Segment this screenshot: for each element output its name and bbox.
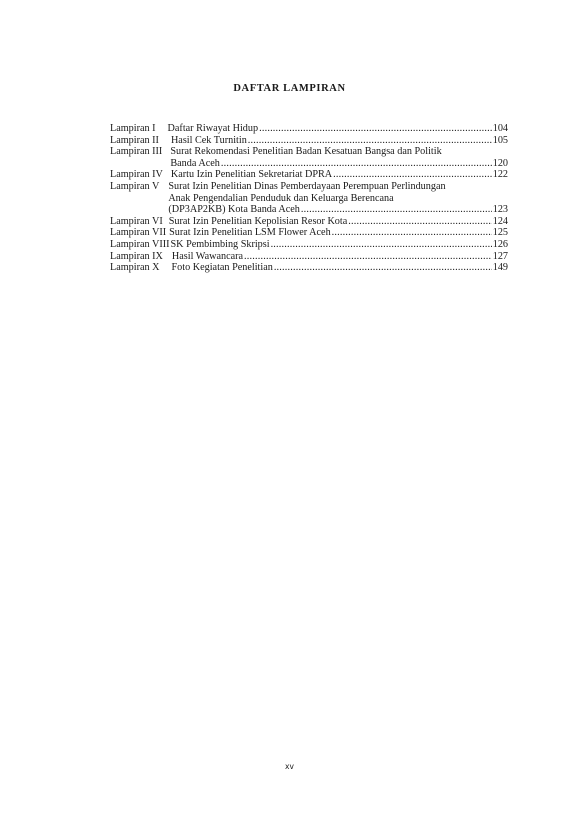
page-title: DAFTAR LAMPIRAN <box>233 83 346 94</box>
appendix-description <box>172 251 508 263</box>
dot-leader <box>301 204 492 216</box>
appendix-page-number: 127 <box>492 250 508 262</box>
appendix-label: Lampiran VII <box>110 227 167 239</box>
appendix-label: Lampiran X <box>110 262 160 274</box>
appendix-label: Lampiran III <box>110 146 163 158</box>
appendix-page-number: 126 <box>492 238 508 250</box>
appendix-label: Lampiran II <box>110 134 159 146</box>
appendix-label: Lampiran VI <box>110 215 163 227</box>
dot-leader <box>221 158 492 170</box>
appendix-page-number: 125 <box>492 227 508 239</box>
appendix-page-number: 124 <box>492 215 508 227</box>
appendix-entry <box>110 216 508 228</box>
appendix-label: Lampiran IV <box>110 169 163 181</box>
appendix-title-text: SK Pembimbing Skripsi <box>170 238 270 250</box>
appendix-title-line <box>169 216 508 228</box>
appendix-title-text: Banda Aceh <box>170 157 220 169</box>
appendix-title-line <box>171 239 509 251</box>
appendix-description <box>169 216 508 228</box>
appendix-title-text: Daftar Riwayat Hidup <box>167 123 259 134</box>
appendix-title-text: Foto Kegiatan Penelitian <box>171 262 273 274</box>
appendix-description <box>171 239 509 251</box>
appendix-title-line: Anak Pengendalian Penduduk dan Keluarga Berencana <box>168 192 394 204</box>
appendix-entry <box>110 135 508 147</box>
appendix-page-number: 105 <box>492 134 508 146</box>
appendix-title-line <box>169 227 508 239</box>
appendix-title-line <box>168 204 508 216</box>
dot-leader <box>333 169 492 181</box>
dot-leader <box>348 216 491 228</box>
appendix-page-number: 104 <box>492 123 508 134</box>
appendix-title-line: Surat Izin Penelitian Dinas Pemberdayaan Perempuan Perlindungan <box>168 180 446 192</box>
appendix-entry <box>110 123 508 135</box>
dot-leader <box>274 262 492 274</box>
appendix-list <box>110 123 508 274</box>
appendix-description <box>168 123 508 135</box>
appendix-entry <box>110 169 508 181</box>
appendix-title-line <box>168 123 508 135</box>
appendix-entry <box>110 181 508 216</box>
appendix-title-text: Hasil Cek Turnitin <box>170 134 247 146</box>
appendix-title-text: Kartu Izin Penelitian Sekretariat DPRA <box>170 169 333 181</box>
appendix-label: Lampiran V <box>110 180 160 192</box>
appendix-entry <box>110 262 508 274</box>
appendix-description <box>170 146 508 169</box>
appendix-label: Lampiran I <box>110 123 156 134</box>
dot-leader <box>259 123 492 135</box>
appendix-title-text: Hasil Wawancara <box>171 250 244 262</box>
appendix-page-number: 149 <box>492 262 508 274</box>
appendix-entry <box>110 227 508 239</box>
appendix-description <box>172 262 508 274</box>
dot-leader <box>244 251 492 263</box>
appendix-title-line <box>172 251 508 263</box>
appendix-entry <box>110 146 508 169</box>
appendix-title-line <box>170 158 508 170</box>
appendix-description <box>168 181 508 216</box>
appendix-label: Lampiran IX <box>110 250 163 262</box>
dot-leader <box>271 239 492 251</box>
appendix-title-line <box>171 169 508 181</box>
appendix-page-number: 123 <box>492 204 508 216</box>
appendix-description <box>171 135 508 147</box>
appendix-title-line <box>171 135 508 147</box>
appendix-description <box>169 227 508 239</box>
dot-leader <box>332 227 492 239</box>
appendix-page-number: 122 <box>492 169 508 181</box>
appendix-title-text: (DP3AP2KB) Kota Banda Aceh <box>168 204 300 216</box>
dot-leader <box>248 135 492 147</box>
appendix-entry <box>110 239 508 251</box>
appendix-title-line: Surat Rekomendasi Penelitian Badan Kesatuan Bangsa dan Politik <box>170 146 442 158</box>
appendix-label: Lampiran VIII <box>110 238 170 250</box>
appendix-entry <box>110 251 508 263</box>
page-number: xv <box>285 762 294 771</box>
appendix-page-number: 120 <box>492 157 508 169</box>
appendix-title-line <box>172 262 508 274</box>
appendix-title-text: Surat Izin Penelitian LSM Flower Aceh <box>169 227 331 239</box>
appendix-title-text: Surat Izin Penelitian Kepolisian Resor Kota <box>168 215 348 227</box>
appendix-description <box>171 169 508 181</box>
